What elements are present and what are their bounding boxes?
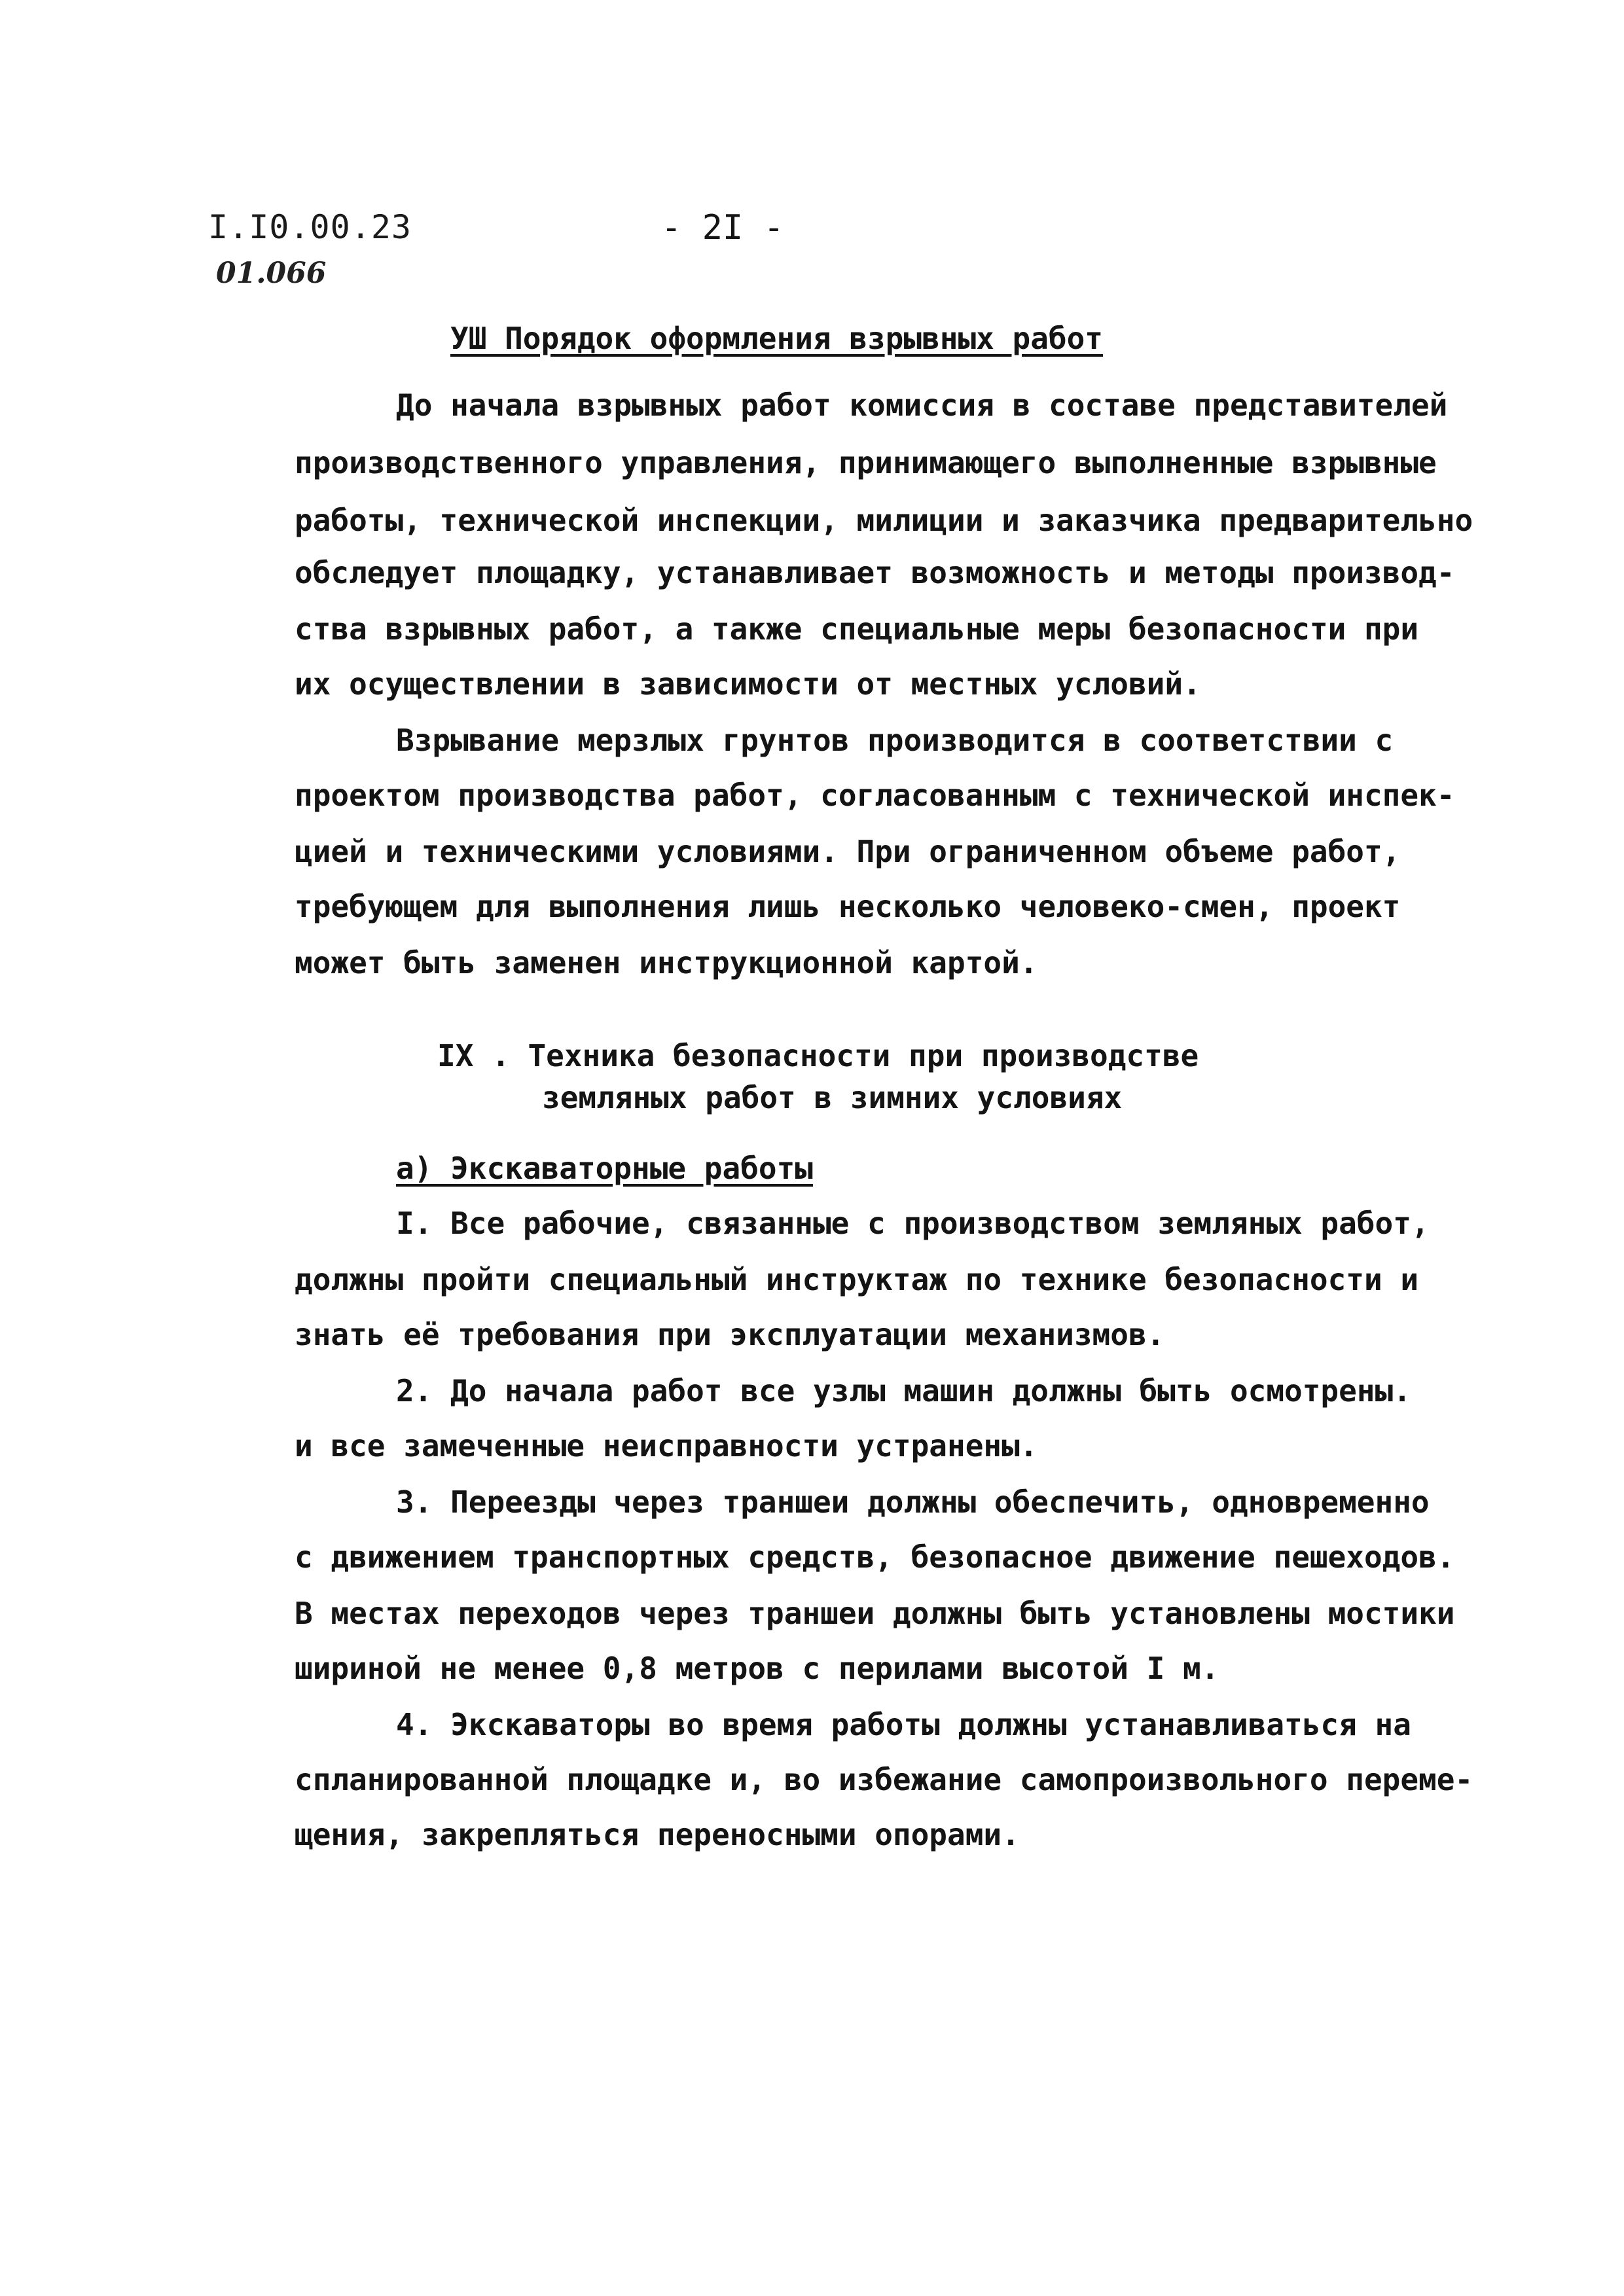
list-item-line: шириной не менее 0,8 метров с перилами высотой I м. [295, 1651, 1219, 1686]
list-item-line: знать её требования при эксплуатации механизмов. [295, 1317, 1165, 1352]
section-9-title-line-2: земляных работ в зимних условиях [542, 1080, 1123, 1115]
list-item-line: 4. Экскаваторы во время работы должны устанавливаться на [396, 1707, 1411, 1742]
list-item-line: 3. Переезды через траншеи должны обеспечить, одновременно [396, 1484, 1430, 1520]
document-code: I.I0.00.23 [208, 208, 412, 246]
paragraph-line: Взрывание мерзлых грунтов производится в соответствии с [396, 723, 1394, 758]
paragraph-line: требующем для выполнения лишь несколько человеко-смен, проект [295, 889, 1401, 924]
paragraph-line: ства взрывных работ, а также специальные меры безопасности при [295, 611, 1419, 647]
paragraph-line: может быть заменен инструкционной картой. [295, 945, 1038, 980]
list-item-line: спланированной площадке и, во избежание самопроизвольного переме- [295, 1762, 1473, 1797]
paragraph-line: производственного управления, принимающего выполненные взрывные [295, 445, 1437, 480]
section-8-heading: УШ Порядок оформления взрывных работ [450, 321, 1103, 356]
list-item-line: щения, закрепляться переносными опорами. [295, 1817, 1020, 1852]
paragraph-line: их осуществлении в зависимости от местных условий. [295, 666, 1201, 702]
page-number: - 2I - [661, 208, 784, 247]
handwritten-code: 01.066 [216, 257, 327, 290]
subsection-heading: а) Экскаваторные работы [396, 1151, 813, 1186]
paragraph-line: цией и техническими условиями. При ограниченном объеме работ, [295, 834, 1401, 869]
list-item-line: и все замеченные неисправности устранены. [295, 1428, 1038, 1463]
list-item-line: с движением транспортных средств, безопасное движение пешеходов. [295, 1539, 1455, 1575]
paragraph-line: работы, технической инспекции, милиции и заказчика предварительно [295, 503, 1473, 538]
list-item-line: В местах переходов через траншеи должны быть установлены мостики [295, 1596, 1455, 1631]
paragraph-line: До начала взрывных работ комиссия в составе представителей [396, 387, 1448, 423]
paragraph-line: проектом производства работ, согласованным с технической инспек- [295, 778, 1455, 813]
paragraph-line: обследует площадку, устанавливает возможность и методы производ- [295, 555, 1455, 590]
list-item-line: 2. До начала работ все узлы машин должны быть осмотрены. [396, 1373, 1411, 1408]
list-item-line: I. Все рабочие, связанные с производством земляных работ, [396, 1206, 1430, 1241]
section-9-title-line-1: IX . Техника безопасности при производстве [437, 1038, 1199, 1073]
list-item-line: должны пройти специальный инструктаж по технике безопасности и [295, 1262, 1419, 1297]
